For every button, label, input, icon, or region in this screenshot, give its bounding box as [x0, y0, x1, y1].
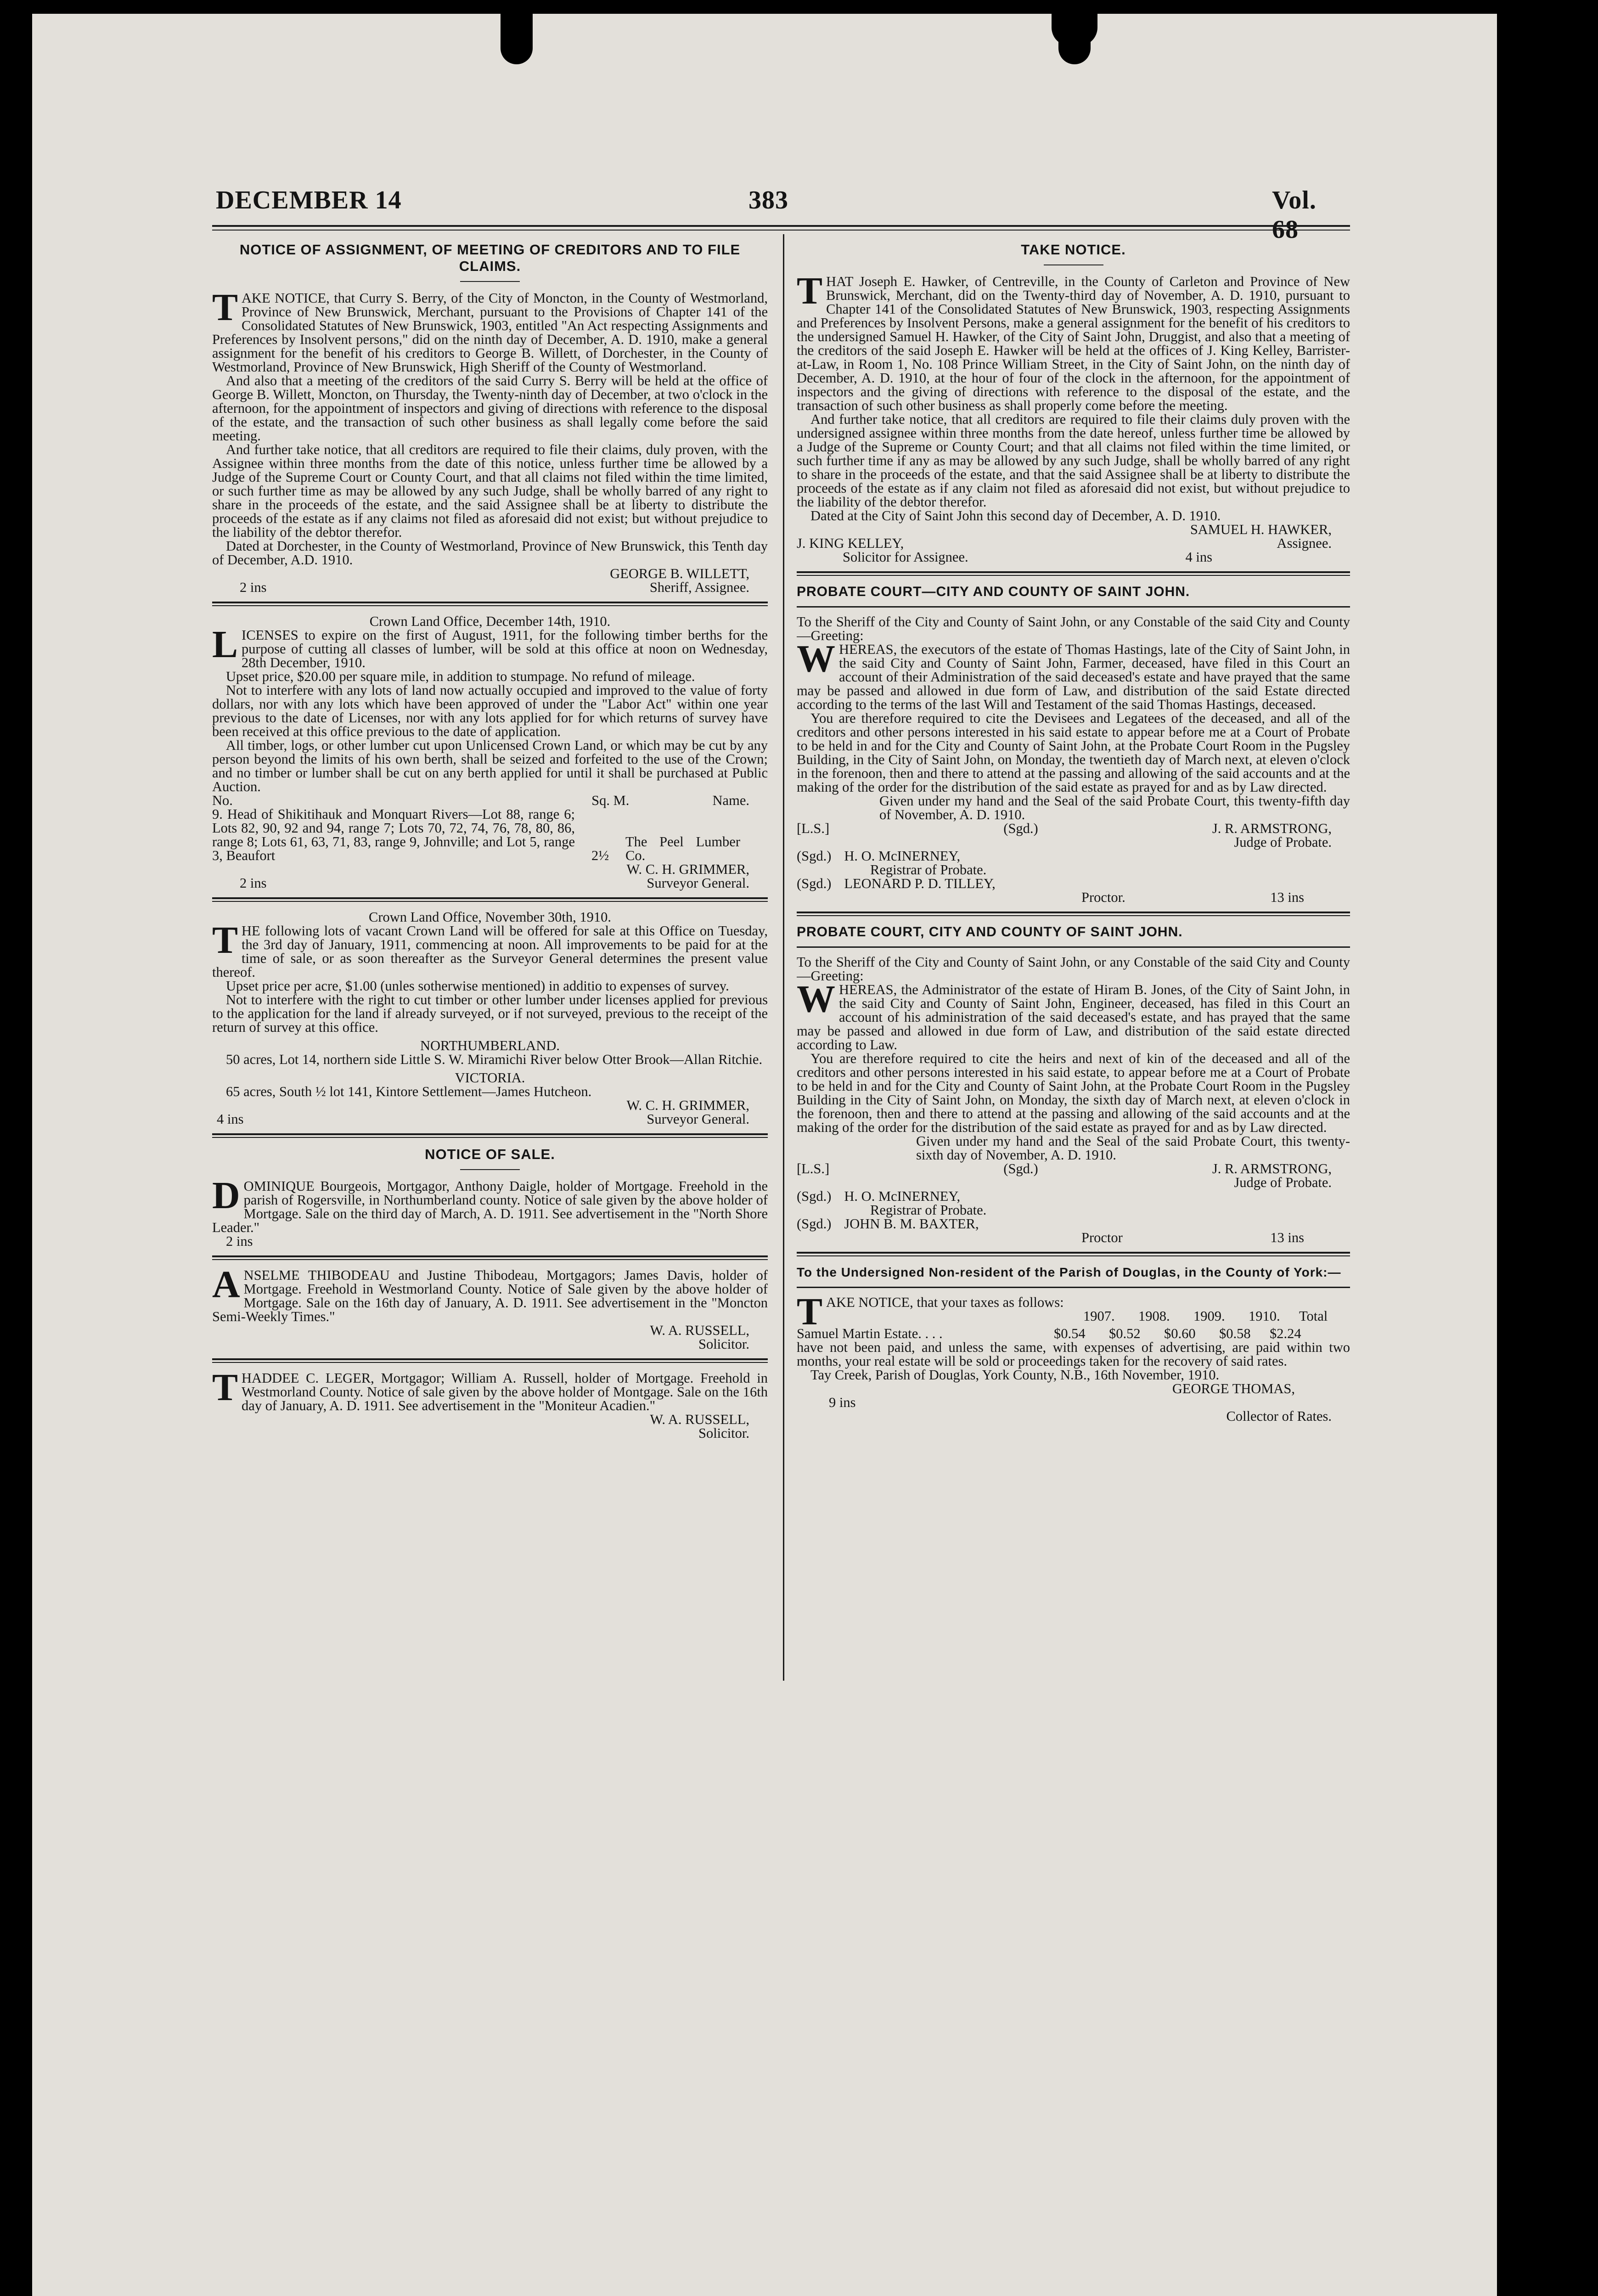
- drop-cap: A: [212, 1263, 240, 1306]
- proctor-name: JOHN B. M. BAXTER,: [844, 1216, 979, 1232]
- notice-paragraph: WHEREAS, the executors of the estate of Thomas Hastings, late of the City of Saint John, in the said City and County of Saint John, Farmer, deceased, have filed in this Court an account of their Administration of the said deceased's estate and have prayed that the same may be passed and allowed in due form of Law, and distribution of the said Estate directed according to the terms of the last Will and Testament of the said Thomas Hastings, deceased.: [797, 637, 1350, 712]
- notice-paragraph: THE following lots of vacant Crown Land will be offered for sale at this Office on Tuesday, the 3rd day of January, 1911, commencing at noon. All improvements to be paid for at the time of sale, or as soon thereafter as the Surveyor General determines the present value thereof.: [212, 919, 768, 980]
- tax-total-header: Total: [1299, 1308, 1328, 1324]
- insertion-count: 4 ins: [217, 1111, 244, 1127]
- berth-table-header: [212, 793, 768, 807]
- heading-rule: [460, 281, 520, 282]
- tax-total: $2.24: [1270, 1326, 1301, 1341]
- heading-rule: [1044, 264, 1103, 265]
- column-header-name: Name.: [712, 793, 749, 808]
- notice-heading: NOTICE OF ASSIGNMENT, OF MEETING OF CREDITORS AND TO FILE CLAIMS.: [239, 242, 741, 274]
- judge-title: Judge of Probate.: [1234, 1175, 1332, 1190]
- notice-paragraph: Dated at the City of Saint John this second day of December, A. D. 1910.: [810, 508, 1221, 523]
- insertion-count: 2 ins: [240, 580, 267, 595]
- heading-rule: [797, 946, 1350, 948]
- signed-mark: (Sgd.): [797, 1216, 832, 1232]
- solicitor-row: [797, 550, 1350, 564]
- signature-name: W. C. H. GRIMMER,: [626, 861, 749, 877]
- notice-paragraph: TAKE NOTICE, that Curry S. Berry, of the City of Moncton, in the County of Westmorland, Province of New Brunswick, Merchant, pursuant to the Provisions of Chapter 141 of the Consolidated Statutes of New Brunswick, 1903, entitled "An Act respecting Assignments and Preferences by Insolvent persons," did on the ninth day of December, A. D. 1910, make a general assignment for the benefit of his creditors to George B. Willett, of Dorchester, in the County of Westmorland, Province of New Brunswick, High Sheriff of the County of Westmorland.: [212, 286, 768, 375]
- insertion-count: 2 ins: [240, 875, 267, 891]
- timber-licenses-notice: [212, 614, 768, 890]
- notice-paragraph: You are therefore required to cite the heirs and next of kin of the deceased and all of the creditors and other persons interested in his said estate, to appear before me at a Court of Probate to be held in and for the City and County of Saint John, at the Probate Court Room in the Pugsley Building in the City of Saint John, on Monday, the sixth day of March next, at eleven o'clock in the forenoon, then and there to attend at the passing and allowing of the said accounts and at the making of the order for the distribution of the said estate as prayed for and as by Law directed.: [797, 1051, 1350, 1135]
- notice-paragraph: Given under my hand and the Seal of the said Probate Court, this twenty-fifth day of November, A. D. 1910.: [879, 793, 1350, 822]
- tax-amount: $0.54: [1054, 1326, 1086, 1341]
- drop-cap: L: [212, 623, 238, 666]
- signature-title: Surveyor General.: [647, 1111, 749, 1127]
- insertion-count: 13 ins: [1270, 889, 1304, 905]
- notice-paragraph: Not to interfere with any lots of land now actually occupied and improved to the value of forty dollars, nor with any lots which have been approved of under the "Labor Act" within one year previous to the date of Licenses, nor with any lots applied for for which returns of survey have been received at this office previous to the date of application.: [212, 682, 768, 739]
- signed-mark: (Sgd.): [797, 876, 832, 891]
- drop-cap: T: [212, 919, 238, 962]
- heading-rule: [797, 1287, 1350, 1288]
- hawker-assignment-notice: [797, 242, 1350, 564]
- drop-cap: T: [212, 1366, 238, 1409]
- signature-row: [212, 876, 768, 890]
- tax-amount: $0.58: [1219, 1326, 1251, 1341]
- address-line: To the Sheriff of the City and County of Saint John, or any Constable of the said City and County—Greeting:: [797, 614, 1350, 643]
- signature-row: [797, 536, 1350, 550]
- lot-listing: 65 acres, South ½ lot 141, Kintore Settlement—James Hutcheon.: [226, 1084, 592, 1099]
- seal-mark: [L.S.]: [797, 1161, 830, 1176]
- tax-years-row: [826, 1309, 1350, 1323]
- signature-name: GEORGE THOMAS,: [1172, 1381, 1295, 1396]
- signed-mark: (Sgd.): [1003, 1161, 1038, 1176]
- left-column: [212, 239, 768, 2167]
- judge-title: Judge of Probate.: [1234, 834, 1332, 850]
- signature-title: Solicitor.: [698, 1425, 749, 1441]
- tax-amount: $0.60: [1164, 1326, 1196, 1341]
- signature-row: [797, 1396, 1350, 1409]
- tax-year: 1910.: [1249, 1308, 1280, 1324]
- seal-mark: [L.S.]: [797, 821, 830, 836]
- leger-mortgage-notice: [212, 1366, 768, 1441]
- insertion-count: 4 ins: [1185, 549, 1212, 565]
- signature-row: [212, 1112, 768, 1126]
- section-rule: [797, 1252, 1350, 1256]
- county-heading: VICTORIA.: [455, 1070, 525, 1086]
- signed-mark: (Sgd.): [1003, 821, 1038, 836]
- drop-cap: T: [212, 286, 238, 329]
- drop-cap: W: [797, 637, 835, 680]
- section-rule: [212, 897, 768, 902]
- hastings-probate-notice: [797, 584, 1350, 904]
- signature-title: Assignee.: [1277, 535, 1332, 551]
- signature-title: Sheriff, Assignee.: [649, 580, 749, 595]
- notice-heading: PROBATE COURT, CITY AND COUNTY OF SAINT JOHN.: [797, 924, 1183, 940]
- notice-paragraph: WHEREAS, the Administrator of the estate of Hiram B. Jones, of the City of Saint John, in the said City and County of Saint John, Engineer, deceased, has filed in this Court an account of his administration of the said deceased's estate, and has prayed that the same may be passed and allowed in due form of Law, and distribution of the said estate directed according to Law.: [797, 978, 1350, 1052]
- notice-paragraph: And also that a meeting of the creditors of the said Curry S. Berry will be held at the office of George B. Willett, Moncton, on Thursday, the Twenty-ninth day of December, at two o'clock in the afternoon, for the appointment of inspectors and giving of directions with reference to the disposal of the estate, and the transaction of such other business as shall legally come before the said meeting.: [212, 373, 768, 444]
- notice-paragraph: ANSELME THIBODEAU and Justine Thibodeau, Mortgagors; James Davis, holder of Mortgage. Freehold in Westmorland County. Notice of Sale given by the above holder of Mortgage. Sale on the 16th day of January, A. D. 1911. See advertisement in the "Moncton Semi-Weekly Times.": [212, 1263, 768, 1324]
- registrar-title: Registrar of Probate.: [870, 862, 987, 878]
- address-line: To the Sheriff of the City and County of Saint John, or any Constable of the said City and County—Greeting:: [797, 954, 1350, 984]
- drop-cap: W: [797, 978, 835, 1020]
- column-header-no: No.: [212, 793, 233, 808]
- notice-paragraph: Upset price, $20.00 per square mile, in addition to stumpage. No refund of mileage.: [226, 669, 695, 684]
- douglas-tax-notice: [797, 1265, 1350, 1423]
- notice-paragraph: LICENSES to expire on the first of August, 1911, for the following timber berths for the purpose of cutting all classes of lumber, will be sold at this office at noon on Wednesday, 28th December, 1910.: [212, 623, 768, 670]
- signature-name: SAMUEL H. HAWKER,: [1190, 522, 1332, 537]
- proctor-title-row: [797, 1231, 1350, 1244]
- notice-paragraph: Given under my hand and the Seal of the said Probate Court, this twenty-sixth day of November, A. D. 1910.: [916, 1133, 1350, 1163]
- proctor-row: [797, 877, 1350, 890]
- judge-row: [797, 1162, 1350, 1176]
- signature-row: [212, 580, 768, 594]
- county-heading: NORTHUMBERLAND.: [420, 1038, 560, 1053]
- column-divider: [783, 234, 784, 1681]
- page-header: [216, 186, 1345, 213]
- notice-paragraph: THAT Joseph E. Hawker, of Centreville, in the County of Carleton and Province of New Brunswick, Merchant, did on the Twenty-third day of November, A. D. 1910, pursuant to Chapter 141 of the Consolidated Statutes of New Brunswick, 1903, respecting Assignments and Preferences by Insolvent Persons, make a general assignment for the benefit of his creditors to the undersigned Samuel H. Hawker, of the City of Saint John, Druggist, and also that a meeting of the creditors of the said Joseph E. Hawker will be held at the offices of J. King Kelley, Barrister-at-Law, in Room 1, No. 108 Prince William Street, in the City of Saint John, on the ninth day of December, A. D. 1910, at the hour of four of the clock in the afternoon, for the appointment of inspectors and the giving of directions with reference to the disposal of the estate, and the transaction of such other business as shall properly come before the meeting.: [797, 270, 1350, 413]
- registrar-row: [797, 1189, 1350, 1203]
- issue-date: DECEMBER 14: [216, 186, 402, 214]
- notice-paragraph: THADDEE C. LEGER, Mortgagor; William A. Russell, holder of Mortgage. Freehold in Westmorland County. Notice of sale given by the above holder of Montgage. Sale on the 16th day of January, A. D. 1911. See advertisement in the "Moniteur Acadien.": [212, 1366, 768, 1413]
- section-rule: [212, 1358, 768, 1363]
- proctor-row: [797, 1217, 1350, 1231]
- notice-heading: NOTICE OF SALE.: [425, 1146, 555, 1162]
- solicitor-title: Solicitor for Assignee.: [843, 549, 968, 565]
- notice-paragraph: And further take notice, that all creditors are required to file their claims, duly proven, with the Assignee within three months from the date of this notice, unless further time be allowed by a Judge of the Supreme Court or County Court, and that all claims not filed within the time limited, or such further time as may be allowed by any such Judge, shall be wholly barred of any right to share in the proceeds of the estate, and the said Assignee shall be at liberty to distribute the proceeds of the estate as if any claims not filed as aforesaid did not exist; but without prejudice to the liability of the debtor therefor.: [212, 442, 768, 540]
- insertion-count: 2 ins: [226, 1233, 253, 1249]
- volume-number: Vol.: [1272, 186, 1317, 214]
- insertion-count: 9 ins: [829, 1395, 856, 1410]
- signature-title: Collector of Rates.: [1226, 1408, 1332, 1424]
- binding-hole: [1052, 14, 1097, 46]
- taxpayer-name: Samuel Martin Estate. . . .: [797, 1326, 943, 1341]
- thibodeau-mortgage-notice: [212, 1263, 768, 1352]
- binding-hole: [501, 14, 533, 64]
- dateline: Crown Land Office, December 14th, 1910.: [369, 613, 611, 629]
- proctor-name: LEONARD P. D. TILLEY,: [844, 876, 996, 891]
- berth-description: 9. Head of Shikitihauk and Monquart Rivers—Lot 88, range 6; Lots 82, 90, 92 and 94, range 7; Lots 70, 72, 74, 76, 78, 80, 86, range 8; Lots 61, 63, 71, 83, range 9, Johnville; and Lot 5, range 3, Beaufort: [212, 806, 575, 863]
- judge-row: [797, 822, 1350, 835]
- section-rule: [212, 1255, 768, 1260]
- notice-paragraph: Dated at Dorchester, in the County of Westmorland, Province of New Brunswick, this Tenth day of December, A.D. 1910.: [212, 538, 768, 568]
- notice-paragraph: You are therefore required to cite the Devisees and Legatees of the deceased, and all of the creditors and other persons interested in his said estate to appear before me at a Court of Probate to be held in and for the City and County of Saint John, at the Probate Court Room in the Pugsley Building, in the City of Saint John, on Monday, the twentieth day of March next, at eleven o'clock in the forenoon, then and there to attend at the passing and allowing of the said accounts and at the making of the order for the distribution of the said estate as prayed for and as by Law directed.: [797, 710, 1350, 795]
- judge-name: J. R. ARMSTRONG,: [1212, 821, 1332, 836]
- notice-heading: PROBATE COURT—CITY AND COUNTY OF SAINT JOHN.: [797, 584, 1190, 599]
- header-rule: [212, 225, 1350, 227]
- notice-paragraph: TAKE NOTICE, that your taxes as follows:: [797, 1290, 1064, 1333]
- berth-bidder: The Peel Lumber Co.: [625, 834, 740, 863]
- section-rule: [797, 912, 1350, 916]
- drop-cap: D: [212, 1174, 240, 1217]
- berth-row: [212, 807, 768, 862]
- notice-paragraph: Tay Creek, Parish of Douglas, York County, N.B., 16th November, 1910.: [810, 1367, 1220, 1383]
- signature-name: W. A. RUSSELL,: [650, 1412, 749, 1427]
- page-number: 383: [748, 186, 788, 214]
- registrar-name: H. O. McINERNEY,: [844, 1188, 961, 1204]
- proctor-title: Proctor: [1081, 1230, 1123, 1245]
- signed-mark: (Sgd.): [797, 848, 832, 864]
- registrar-name: H. O. McINERNEY,: [844, 848, 961, 864]
- lot-listing: 50 acres, Lot 14, northern side Little S. W. Miramichi River below Otter Brook—Allan Ritchie.: [226, 1052, 763, 1067]
- registrar-title: Registrar of Probate.: [870, 1202, 987, 1218]
- tax-amounts-row: [797, 1327, 1350, 1340]
- notice-paragraph: have not been paid, and unless the same, with expenses of advertising, are paid within two months, your real estate will be sold or proceedings taken for the recovery of said rates.: [797, 1339, 1350, 1369]
- signature-title: Surveyor General.: [647, 875, 749, 891]
- signature-name: W. C. H. GRIMMER,: [626, 1097, 749, 1113]
- header-rule-thin: [212, 230, 1350, 231]
- berth-square-miles: 2½: [591, 848, 609, 863]
- solicitor-name: J. KING KELLEY,: [797, 535, 904, 551]
- registrar-row: [797, 849, 1350, 863]
- section-rule: [797, 571, 1350, 576]
- notice-paragraph: And further take notice, that all creditors are required to file their claims duly proven with the undersigned assignee within three months from the date hereof, unless further time be allowed by a Judge of the Supreme or County Court; and that all claims not filed within the time limited, or such further time if any as may be allowed by any such Judge, shall be wholly barred of any right to share in the proceeds of the estate, and that the said Assignee shall be at liberty to distribute the proceeds of the estate as if any claim not filed as aforesaid did not exist, but without prejudice to the liability of the debtor therefor.: [797, 411, 1350, 510]
- proctor-title-row: [797, 890, 1350, 904]
- notice-heading: To the Undersigned Non-resident of the Parish of Douglas, in the County of York:—: [797, 1265, 1341, 1279]
- heading-rule: [460, 1169, 520, 1170]
- heading-rule: [797, 606, 1350, 608]
- signature-title: Solicitor.: [698, 1336, 749, 1352]
- dateline: Crown Land Office, November 30th, 1910.: [369, 909, 611, 925]
- jones-probate-notice: [797, 924, 1350, 1244]
- newspaper-page: [32, 14, 1497, 2296]
- notice-paragraph: All timber, logs, or other lumber cut upon Unlicensed Crown Land, or which may be cut by any person beyond the limits of his own berth, shall be seized and forfeited to the use of the Crown; and no timber or lumber shall be cut on any berth applied for until it shall be purchased at Public Auction.: [212, 737, 768, 794]
- right-column: [797, 239, 1350, 2167]
- signature-name: GEORGE B. WILLETT,: [610, 566, 749, 581]
- tax-amount: $0.52: [1109, 1326, 1141, 1341]
- tax-year: 1908.: [1138, 1308, 1170, 1324]
- section-rule: [212, 602, 768, 606]
- signature-name: W. A. RUSSELL,: [650, 1322, 749, 1338]
- insertion-count: 13 ins: [1270, 1230, 1304, 1245]
- column-header-sqm: Sq. M.: [591, 793, 630, 808]
- drop-cap: T: [797, 1290, 823, 1333]
- proctor-title: Proctor.: [1081, 889, 1125, 905]
- drop-cap: T: [797, 270, 823, 312]
- tax-year: 1909.: [1193, 1308, 1225, 1324]
- tax-year: 1907.: [1083, 1308, 1115, 1324]
- section-rule: [212, 1133, 768, 1138]
- notice-paragraph: DOMINIQUE Bourgeois, Mortgagor, Anthony Daigle, holder of Mortgage. Freehold in the parish of Rogersville, in Northumberland county. Notice of sale given by the above holder of Mortgage. Sale on the third day of March, A. D. 1911. See advertisement in the "North Shore Leader.": [212, 1174, 768, 1235]
- notice-of-sale: [212, 1146, 768, 1248]
- signed-mark: (Sgd.): [797, 1188, 832, 1204]
- notice-paragraph: Upset price per acre, $1.00 (unles sotherwise mentioned) in additio to expenses of survey.: [226, 978, 729, 994]
- assignment-notice: [212, 242, 768, 594]
- crown-land-sale-notice: [212, 910, 768, 1126]
- judge-name: J. R. ARMSTRONG,: [1212, 1161, 1332, 1176]
- notice-paragraph: Not to interfere with the right to cut timber or other lumber under licenses applied for previous to the application for the land if already surveyed, or if not surveyed, previous to the receipt of the return of survey at this office.: [212, 992, 768, 1035]
- notice-heading: TAKE NOTICE.: [1021, 242, 1126, 258]
